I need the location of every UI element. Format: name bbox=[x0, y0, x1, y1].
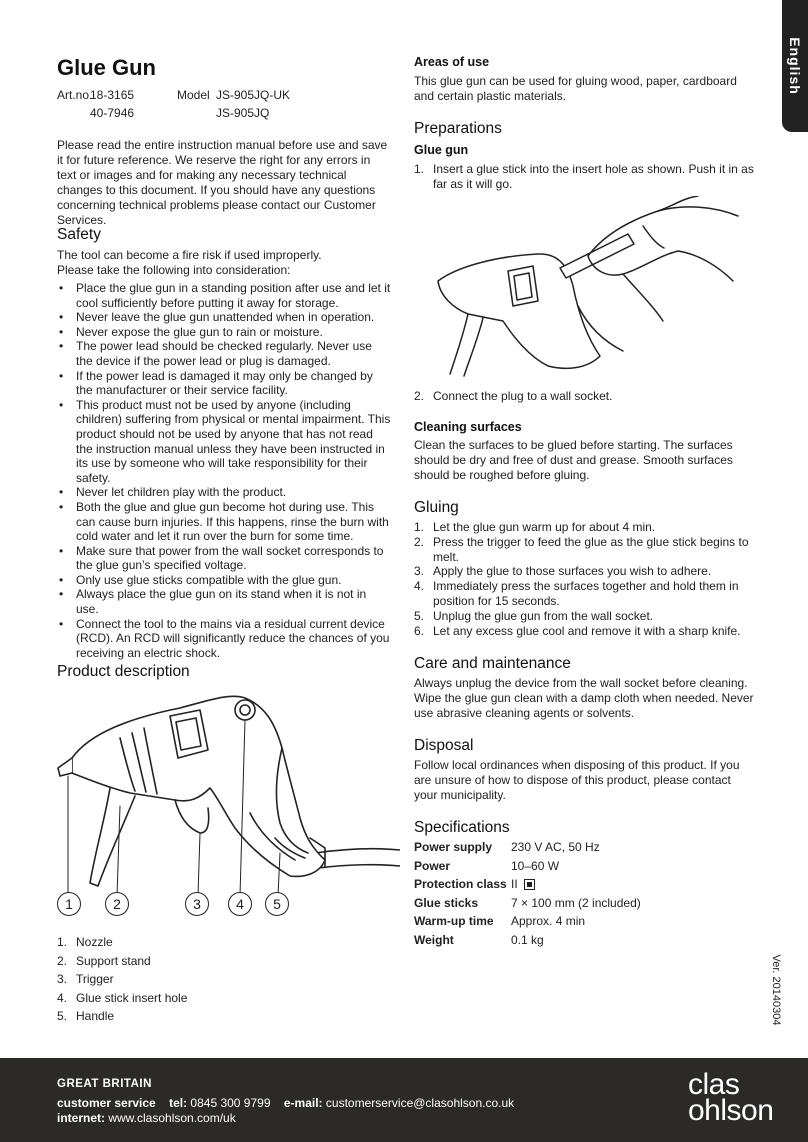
safety-item: • Never leave the glue gun unattended when in operation. bbox=[57, 310, 391, 325]
callout-4: 4 bbox=[228, 892, 252, 916]
preparations-step-2: 2. Connect the plug to a wall socket. bbox=[414, 389, 613, 403]
insert-glue-stick-illustration bbox=[428, 196, 748, 381]
part-item: 3. Trigger bbox=[57, 972, 114, 986]
gluing-step: 2. Press the trigger to feed the glue as the glue stick begins to melt. bbox=[414, 534, 749, 564]
model-2: JS-905JQ bbox=[216, 106, 270, 120]
footer bbox=[0, 1058, 808, 1142]
artno-2: 40-7946 bbox=[90, 106, 135, 120]
footer-website-link[interactable]: www.clasohlson.com/uk bbox=[108, 1111, 236, 1125]
safety-list bbox=[57, 281, 391, 660]
cleaning-heading: Cleaning surfaces bbox=[414, 420, 522, 434]
part-item: 2. Support stand bbox=[57, 953, 151, 968]
gluing-step: 4. Immediately press the surfaces together and hold them in position for 15 seconds. bbox=[414, 579, 739, 608]
footer-country: GREAT BRITAIN bbox=[57, 1078, 152, 1090]
safety-item: • Connect the tool to the mains via a residual current device (RCD). An RCD will significantly reduce the chances of you receiving an electric shock. bbox=[57, 617, 391, 661]
callout-5: 5 bbox=[265, 892, 289, 916]
footer-internet: internet: www.clasohlson.com/uk bbox=[57, 1111, 236, 1125]
safety-item: • Make sure that power from the wall socket corresponds to the glue gun’s specified voltage. bbox=[57, 544, 391, 573]
model-label: Model bbox=[177, 88, 210, 102]
safety-item: • The power lead should be checked regularly. Never use the device if the power lead or plug is damaged. bbox=[57, 339, 391, 368]
disposal-text: Follow local ordinances when disposing of this product. If you are unsure of how to dispose of this product, please contact your municipality. bbox=[414, 758, 740, 802]
part-item: 5. Handle bbox=[57, 1009, 115, 1023]
part-item: 4. Glue stick insert hole bbox=[57, 990, 188, 1005]
safety-item: • This product must not be used by anyone (including children) suffering from physical or mental impairment. This product should not be used by anyone that has not read the instruction manual unless they have been instructed in its use by someone who will take responsibility for their safety. bbox=[57, 398, 391, 486]
safety-heading: Safety bbox=[57, 226, 101, 243]
safety-intro-2: Please take the following into consideration: bbox=[57, 263, 291, 277]
preparations-heading: Preparations bbox=[414, 120, 502, 137]
gluing-step: 1. Let the glue gun warm up for about 4 min. bbox=[414, 520, 656, 534]
footer-email-link[interactable]: customerservice@clasohlson.co.uk bbox=[325, 1096, 515, 1110]
safety-item: • Only use glue sticks compatible with the glue gun. bbox=[57, 573, 391, 588]
disposal-heading: Disposal bbox=[414, 737, 474, 754]
clas-ohlson-logo: clas ohlson bbox=[688, 1068, 774, 1127]
safety-item: • Place the glue gun in a standing position after use and let it cool sufficiently before putting it away for storage. bbox=[57, 281, 391, 310]
page-title: Glue Gun bbox=[57, 55, 156, 80]
parts-list bbox=[57, 933, 357, 1026]
areas-heading: Areas of use bbox=[414, 55, 490, 69]
glue-gun-subheading: Glue gun bbox=[414, 143, 469, 157]
safety-item: • If the power lead is damaged it may only be changed by the manufacturer or their service facility. bbox=[57, 369, 391, 398]
language-label: English bbox=[787, 37, 803, 95]
part-item: 1. Nozzle bbox=[57, 935, 113, 949]
gluing-step: 5. Unplug the glue gun from the wall socket. bbox=[414, 608, 654, 623]
gluing-steps bbox=[414, 520, 754, 638]
safety-item: • Never expose the glue gun to rain or moisture. bbox=[57, 325, 391, 340]
preparations-step-1: 1. Insert a glue stick into the insert hole as shown. Push it in as far as it will go. bbox=[414, 162, 754, 191]
specifications-heading: Specifications bbox=[414, 819, 510, 836]
cleaning-text: Clean the surfaces to be glued before starting. The surfaces should be dry and free of dust and grease. Smooth surfaces should be roughed before gluing. bbox=[414, 438, 733, 482]
callout-1: 1 bbox=[57, 892, 81, 916]
safety-item: • Both the glue and glue gun become hot during use. This can cause burn injuries. If this happens, rinse the burn with cold water and let it run over the burn for some time. bbox=[57, 500, 391, 544]
gluing-heading: Gluing bbox=[414, 499, 459, 516]
gluing-step: 6. Let any excess glue cool and remove it with a sharp knife. bbox=[414, 623, 741, 638]
callout-3: 3 bbox=[185, 892, 209, 916]
glue-gun-illustration bbox=[50, 688, 400, 918]
language-tab bbox=[782, 0, 808, 132]
safety-intro-1: The tool can become a fire risk if used improperly. bbox=[57, 248, 322, 262]
areas-text: This glue gun can be used for gluing wood, paper, cardboard and certain plastic materials. bbox=[414, 74, 737, 103]
product-description-heading: Product description bbox=[57, 663, 190, 680]
intro-text: Please read the entire instruction manual before use and save it for future reference. We reserve the right for any errors in text or images and for making any necessary technical changes to this document. If you should have any questions concerning technical problems please contact our Customer Services. bbox=[57, 138, 388, 227]
gluing-step: 3. Apply the glue to those surfaces you wish to adhere. bbox=[414, 564, 712, 579]
safety-item: • Never let children play with the product. bbox=[57, 485, 391, 500]
artno-1: 18-3165 bbox=[90, 88, 135, 102]
footer-contact: customer service tel: 0845 300 9799 e-mail: customerservice@clasohlson.co.uk bbox=[57, 1096, 515, 1110]
artno-label: Art.no. bbox=[57, 88, 93, 102]
care-heading: Care and maintenance bbox=[414, 655, 571, 672]
callout-2: 2 bbox=[105, 892, 129, 916]
safety-item: • Always place the glue gun on its stand when it is not in use. bbox=[57, 587, 391, 616]
footer-phone[interactable]: 0845 300 9799 bbox=[190, 1096, 271, 1110]
model-1: JS-905JQ-UK bbox=[216, 88, 291, 102]
care-text: Always unplug the device from the wall socket before cleaning. Wipe the glue gun clean with a damp cloth when needed. Never use abrasive cleaning agents or solvents. bbox=[414, 676, 754, 720]
version-label: Ver. 20140304 bbox=[770, 954, 782, 1026]
double-insulation-icon bbox=[524, 879, 535, 890]
